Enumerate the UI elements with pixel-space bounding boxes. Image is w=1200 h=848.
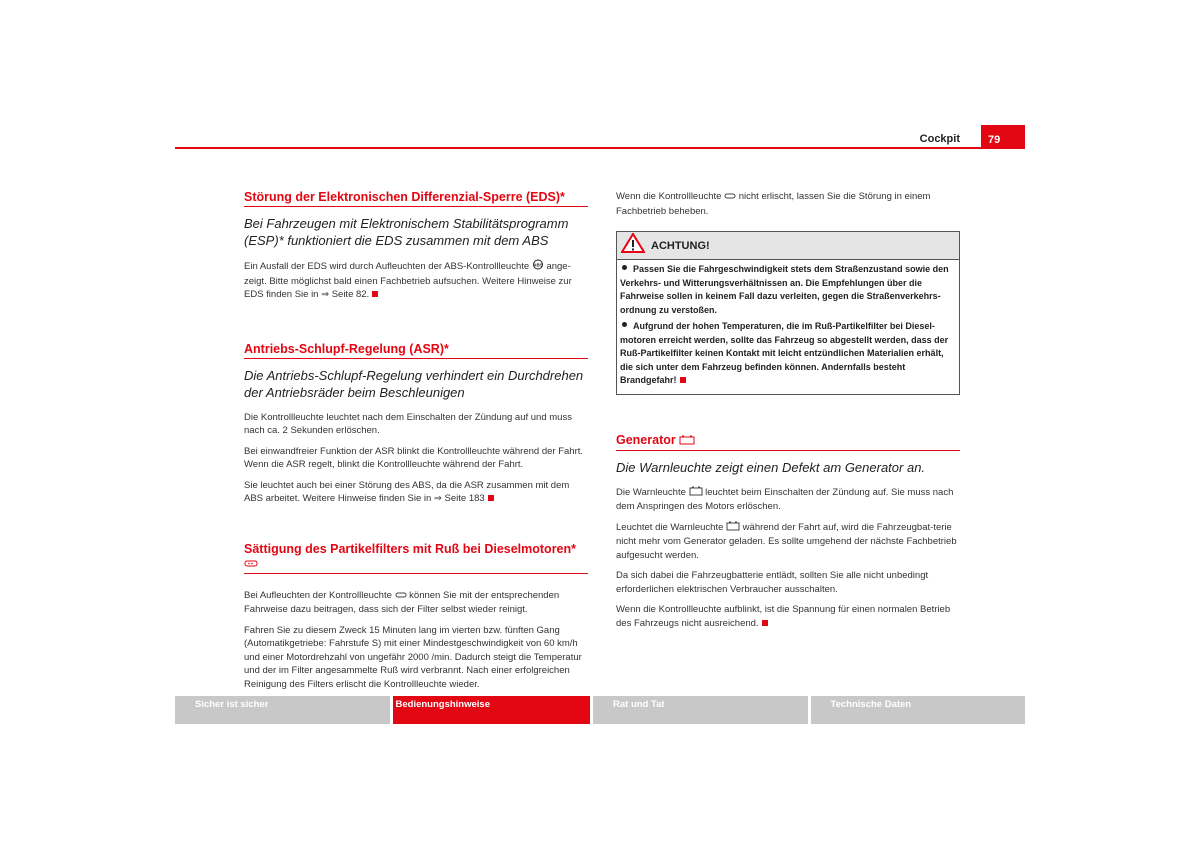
dpf-text-b: können Sie mit der entsprechenden Fahrweise dazu beitragen, dass sich der Filter selbst wieder reinigt.	[244, 589, 560, 615]
right-column	[616, 190, 960, 637]
generator-lead: Die Warnleuchte zeigt einen Defekt am Generator an.	[616, 459, 926, 475]
particle-filter-icon	[395, 590, 407, 604]
abs-warning-icon	[532, 259, 544, 275]
warning-item	[620, 263, 956, 317]
dpf-paragraph-1	[244, 589, 588, 617]
running-header-title: Cockpit	[919, 133, 960, 145]
left-column	[244, 190, 588, 698]
eds-paragraph	[244, 259, 588, 302]
dpf-heading-text: Sättigung des Partikelfilters mit Ruß bei Dieselmotoren*	[244, 541, 577, 556]
battery-icon	[726, 521, 740, 536]
footer-tab-technische-daten[interactable]: Technische Daten	[811, 696, 1026, 724]
dpf-cont-text-b: nicht erlischt, lassen Sie die Störung in einem Fachbetrieb beheben.	[616, 191, 931, 217]
warning-body	[617, 260, 959, 394]
eds-lead: Bei Fahrzeugen mit Elektronischem Stabilitätsprogramm (ESP)* funktioniert die EDS zusammen mit dem ABS	[244, 216, 569, 248]
particle-filter-icon	[724, 191, 736, 205]
section-end-mark	[762, 620, 768, 626]
battery-icon	[679, 434, 695, 448]
dpf-heading	[244, 542, 588, 574]
generator-paragraph-2	[616, 521, 960, 563]
battery-icon	[689, 486, 703, 501]
section-end-mark	[372, 291, 378, 297]
asr-paragraph-2: Bei einwandfreier Funktion der ASR blinkt die Kontrollleuchte während der Fahrt. Wenn die ASR regelt, blinkt die Kontrollleuchte während der Fahrt.	[244, 445, 584, 470]
footer-nav	[175, 696, 1025, 724]
eds-heading: Störung der Elektronischen Differenzial-Sperre (EDS)*	[244, 190, 588, 207]
warning-item	[620, 320, 956, 388]
asr-paragraph-1: Die Kontrollleuchte leuchtet nach dem Einschalten der Zündung auf und muss nach ca. 2 Sekunden erlöschen.	[244, 411, 572, 436]
section-end-mark	[680, 377, 686, 383]
eds-text-a: Ein Ausfall der EDS wird durch Aufleuchten der ABS-Kontrollleuchte	[244, 261, 530, 272]
warning-triangle-icon	[621, 233, 645, 258]
particle-filter-icon	[244, 557, 258, 571]
generator-text-c: Leuchtet die Warnleuchte	[616, 521, 724, 533]
generator-heading-text: Generator	[616, 432, 676, 447]
generator-text-e: Wenn die Kontrollleuchte aufblinkt, ist die Spannung für einen normalen Betrieb des Fahrzeugs nicht ausreichend.	[616, 604, 951, 629]
asr-text-3: Sie leuchtet auch bei einer Störung des ABS, da die ASR zusammen mit dem ABS arbeitet. Weitere Hinweise finden Sie in ⇒ Seite 183	[244, 479, 570, 504]
warning-item-text: Passen Sie die Fahrgeschwindigkeit stets dem Straßenzustand sowie den Verkehrs- und Witterungsverhältnissen an. Die Empfehlungen über die Fahrweise sollen in keinem Fall dazu verleiten, gegen die Straßenverkehrs-ordnung zu verstoßen.	[620, 264, 949, 315]
generator-text-b: leuchtet beim Einschalten der Zündung auf. Sie muss nach dem Anspringen des Motors erlöschen.	[616, 486, 954, 512]
generator-text-d: während der Fahrt auf, wird die Fahrzeugbat-terie nicht mehr vom Generator geladen. Es sollte umgehend der nächste Fachbetrieb aufgesucht werden.	[616, 521, 957, 561]
generator-text-a: Die Warnleuchte	[616, 486, 686, 498]
warning-item-text: Aufgrund der hohen Temperaturen, die im Ruß-Partikelfilter bei Diesel-motoren erreicht werden, sollte das Fahrzeug so abgestellt werden, dass der Ruß-Partikelfilter keinen Kontakt mit leicht entzündlichen Materialien erhält, die sich unter dem Fahrzeug befinden können. Andernfalls besteht Brandgefahr!	[620, 321, 949, 385]
header-rule	[175, 147, 1025, 149]
footer-tab-rat-und-tat[interactable]: Rat und Tat	[593, 696, 808, 724]
asr-heading: Antriebs-Schlupf-Regelung (ASR)*	[244, 342, 588, 359]
warning-header	[617, 232, 959, 260]
footer-tab-bedienungshinweise[interactable]: Bedienungshinweise	[393, 696, 591, 724]
warning-box	[616, 231, 960, 395]
dpf-continued-paragraph	[616, 190, 960, 218]
footer-tab-sicher-ist-sicher[interactable]: Sicher ist sicher	[175, 696, 390, 724]
bullet-icon	[622, 322, 627, 327]
dpf-paragraph-2: Fahren Sie zu diesem Zweck 15 Minuten lang im vierten bzw. fünften Gang (Automatikgetriebe: Fahrstufe S) mit einer Mindestgeschwindigkeit von 60 km/h und einer Motordrehzahl von ungefähr 2000 /min. Dadurch steigt die Temperatur und der im Filter angesammelte Ruß wird verbrannt. Nach einer erfolgreichen Reinigung des Filters erlischt die Kontrollleuchte wieder.	[244, 624, 582, 690]
generator-paragraph-4	[616, 603, 960, 630]
asr-lead: Die Antriebs-Schlupf-Regelung verhindert ein Durchdrehen der Antriebsräder beim Beschleunigen	[244, 367, 584, 400]
bullet-icon	[622, 265, 627, 270]
generator-paragraph-1	[616, 486, 960, 514]
eds-text-b: ange-zeigt. Bitte möglichst bald einen Fachbetrieb aufsuchen. Weitere Hinweise zur EDS finden Sie in ⇒ Seite 82.	[244, 261, 572, 300]
asr-paragraph-3	[244, 479, 588, 506]
dpf-text-a: Bei Aufleuchten der Kontrollleuchte	[244, 589, 392, 601]
generator-heading	[616, 433, 960, 451]
dpf-cont-text-a: Wenn die Kontrollleuchte	[616, 191, 722, 202]
generator-paragraph-3: Da sich dabei die Fahrzeugbatterie entlädt, sollten Sie alle nicht unbedingt erforderlichen elektrischen Verbraucher ausschalten.	[616, 570, 929, 595]
section-end-mark	[488, 495, 494, 501]
page-number: 79	[981, 125, 1025, 149]
warning-title: ACHTUNG!	[651, 239, 710, 252]
svg-text:ABS: ABS	[533, 262, 543, 268]
